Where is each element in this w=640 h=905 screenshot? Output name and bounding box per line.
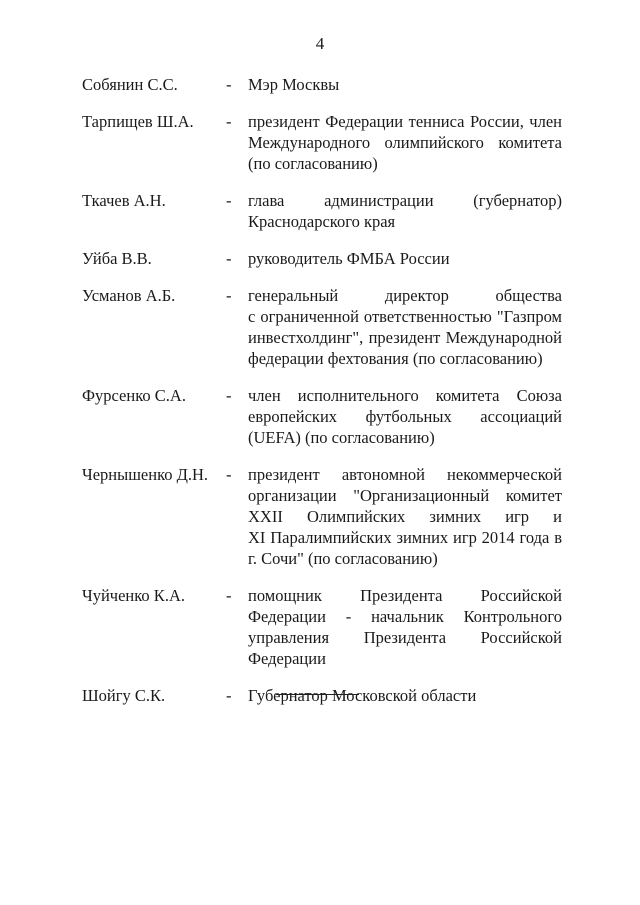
position-line: с ограниченной ответственностью "Газпром — [248, 307, 562, 326]
dash-separator: - — [226, 386, 232, 405]
dash-separator: - — [226, 686, 232, 705]
position-line: Федерации - начальник Контрольного — [248, 607, 562, 626]
position-line: президент автономной некоммерческой — [248, 465, 562, 484]
position-line: президент Федерации тенниса России, член — [248, 112, 562, 131]
member-position — [248, 74, 562, 95]
position-line: руководитель ФМБА России — [248, 249, 450, 268]
position-line: помощник Президента Российской — [248, 586, 562, 605]
member-name: Ткачев А.Н. — [82, 191, 166, 210]
end-separator-line — [276, 694, 359, 695]
member-position — [248, 685, 562, 706]
member-name: Уйба В.В. — [82, 249, 152, 268]
list-item — [82, 385, 562, 448]
member-position — [248, 585, 562, 669]
dash-separator: - — [226, 112, 232, 131]
member-name: Шойгу С.К. — [82, 686, 166, 705]
member-position — [248, 464, 562, 569]
position-line: Краснодарского края — [248, 212, 396, 231]
member-name: Чуйченко К.А. — [82, 586, 185, 605]
position-line: Международного олимпийского комитета — [248, 133, 562, 152]
position-line: г. Сочи" (по согласованию) — [248, 549, 438, 568]
position-line: XXII Олимпийских зимних игр и — [248, 507, 562, 526]
list-item — [82, 74, 562, 95]
position-line: Губернатор Московской области — [248, 686, 477, 705]
position-line: организации "Организационный комитет — [248, 486, 562, 505]
member-name: Собянин С.С. — [82, 75, 178, 94]
position-line: глава администрации (губернатор) — [248, 191, 562, 210]
member-position — [248, 385, 562, 448]
position-line: Мэр Москвы — [248, 75, 340, 94]
list-item — [82, 190, 562, 232]
list-item — [82, 248, 562, 269]
position-line: XI Паралимпийских зимних игр 2014 года в — [248, 528, 562, 547]
position-line: генеральный директор общества — [248, 286, 562, 305]
list-item — [82, 285, 562, 369]
member-list — [82, 74, 562, 722]
position-line: член исполнительного комитета Союза — [248, 386, 562, 405]
position-line: федерации фехтования (по согласованию) — [248, 349, 543, 368]
position-line: Федерации — [248, 649, 326, 668]
position-line: (по согласованию) — [248, 154, 378, 173]
member-name: Фурсенко С.А. — [82, 386, 186, 405]
page-number: 4 — [315, 34, 325, 53]
member-name: Усманов А.Б. — [82, 286, 176, 305]
position-line: управления Президента Российской — [248, 628, 562, 647]
dash-separator: - — [226, 75, 232, 94]
position-line: инвестхолдинг", президент Международной — [248, 328, 562, 347]
dash-separator: - — [226, 586, 232, 605]
member-position — [248, 285, 562, 369]
dash-separator: - — [226, 286, 232, 305]
member-position — [248, 111, 562, 174]
member-position — [248, 248, 562, 269]
member-position — [248, 190, 562, 232]
dash-separator: - — [226, 249, 232, 268]
list-item — [82, 111, 562, 174]
position-line: (UEFA) (по согласованию) — [248, 428, 435, 447]
list-item — [82, 685, 562, 706]
list-item — [82, 585, 562, 669]
list-item — [82, 464, 562, 569]
member-name: Тарпищев Ш.А. — [82, 112, 194, 131]
member-name: Чернышенко Д.Н. — [82, 465, 209, 484]
position-line: европейских футбольных ассоциаций — [248, 407, 562, 426]
dash-separator: - — [226, 191, 232, 210]
dash-separator: - — [226, 465, 232, 484]
